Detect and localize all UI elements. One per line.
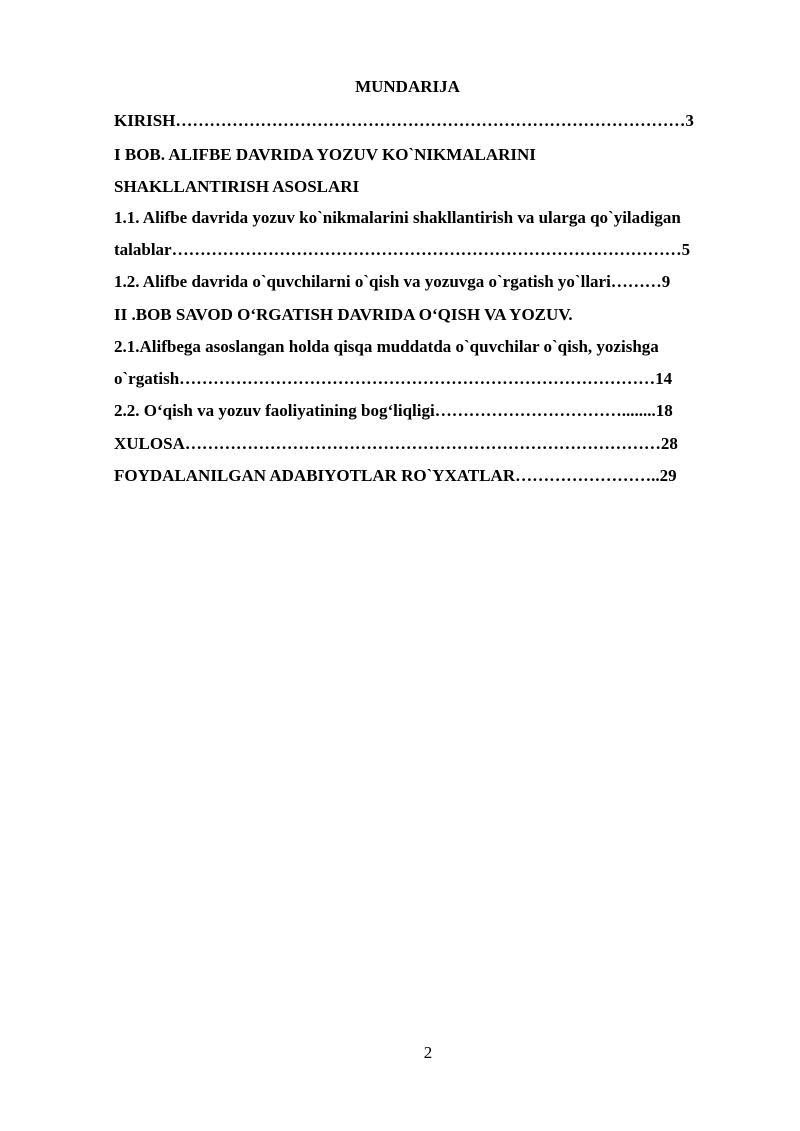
toc-entry-section-1-2: 1.2. Alifbe davrida o`quvchilarni o`qish va yozuvga o`rgatish yo`llari………9 bbox=[114, 272, 671, 291]
toc-entry-section-2-1: 2.1.Alifbega asoslangan holda qisqa muddatda o`quvchilar o`qish, yozishga bbox=[114, 337, 659, 356]
toc-entry-section-2-2: 2.2. O‘qish va yozuv faoliyatining bog‘liqligi……………………………........18 bbox=[114, 401, 673, 420]
toc-entry-chapter-2-heading: II .BOB SAVOD O‘RGATISH DAVRIDA O‘QISH VA YOZUV. bbox=[114, 305, 573, 324]
toc-entry-xulosa: XULOSA…………………………………………………………………………28 bbox=[114, 434, 678, 453]
page-number: 2 bbox=[423, 1043, 433, 1062]
toc-entry-bibliography: FOYDALANILGAN ADABIYOTLAR RO`YXATLAR……………………..29 bbox=[114, 466, 677, 485]
toc-entry-chapter-1-heading-cont: SHAKLLANTIRISH ASOSLARI bbox=[114, 177, 360, 196]
toc-entry-section-2-1-cont: o`rgatish…………………………………………………………………………14 bbox=[114, 369, 673, 388]
toc-entry-kirish: KIRISH………………………………………………………………………………3 bbox=[114, 111, 694, 130]
toc-entry-section-1-1-cont: talablar………………………………………………………………………………5 bbox=[114, 240, 691, 259]
toc-title: MUNDARIJA bbox=[355, 77, 460, 96]
toc-entry-section-1-1: 1.1. Alifbe davrida yozuv ko`nikmalarini shakllantirish va ularga qo`yiladigan bbox=[114, 208, 681, 227]
toc-entry-chapter-1-heading: I BOB. ALIFBE DAVRIDA YOZUV KO`NIKMALARINI bbox=[114, 145, 536, 164]
